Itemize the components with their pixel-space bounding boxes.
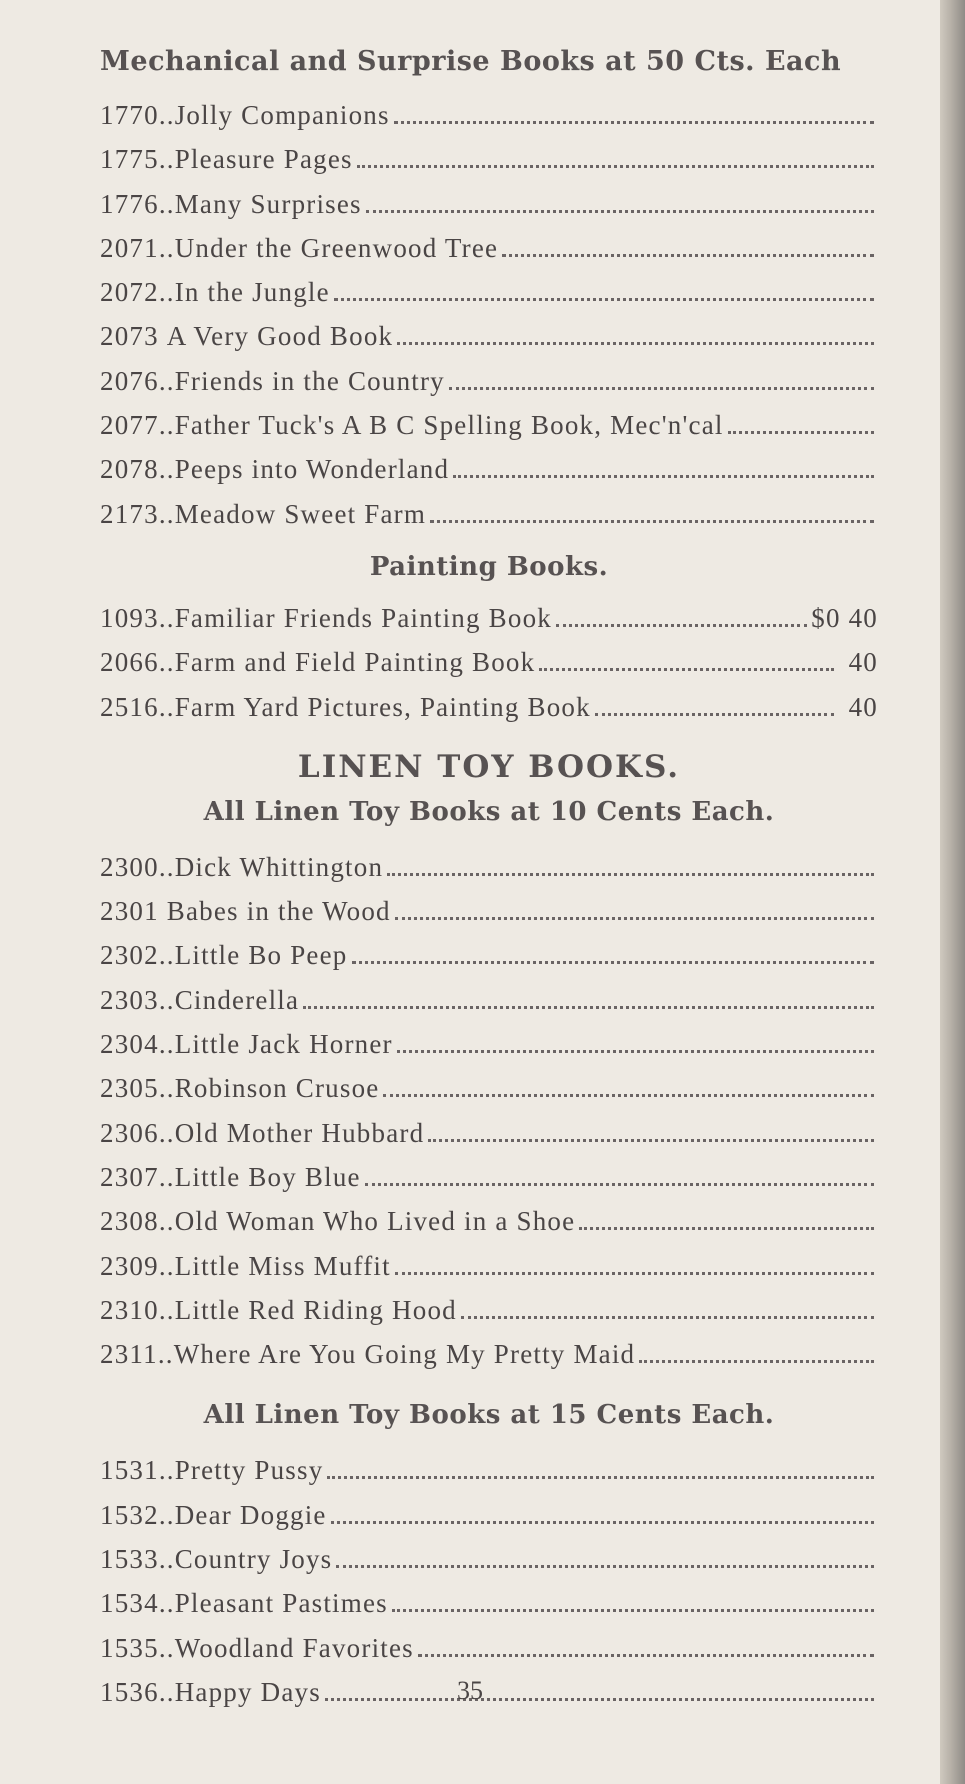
catalog-number: 2066 (100, 647, 159, 678)
catalog-separator: .. (158, 940, 175, 971)
catalog-number: 2173 (100, 498, 159, 529)
catalog-number: 1531 (100, 1455, 159, 1486)
book-title: Meadow Sweet Farm (174, 498, 427, 529)
book-title: Dear Doggie (174, 1499, 327, 1530)
catalog-entry (100, 931, 878, 975)
book-title: A Very Good Book (166, 321, 394, 352)
catalog-entry (100, 1624, 878, 1668)
catalog-separator: .. (158, 851, 175, 882)
catalog-separator: .. (158, 1073, 175, 1104)
book-title: Little Jack Horner (174, 1029, 393, 1060)
catalog-entry (100, 445, 878, 489)
dot-leader (430, 490, 874, 523)
book-title: Farm and Field Painting Book (174, 647, 536, 678)
catalog-separator: .. (158, 454, 175, 485)
book-title: Cinderella (174, 984, 300, 1015)
dot-leader (502, 224, 874, 257)
catalog-entry (100, 268, 878, 312)
catalog-entry (100, 1446, 878, 1490)
book-title: Woodland Favorites (174, 1632, 414, 1663)
book-title: Peeps into Wonderland (174, 454, 450, 485)
catalog-entry (100, 976, 878, 1020)
catalog-separator: .. (158, 602, 175, 633)
catalog-separator: .. (158, 100, 175, 130)
dot-leader (728, 401, 874, 434)
catalog-number: 2311 (100, 1339, 158, 1370)
catalog-number: 2072 (100, 277, 159, 308)
book-gutter-shadow (940, 0, 965, 1784)
dot-leader (418, 1624, 874, 1657)
catalog-entry (100, 91, 878, 135)
catalog-separator: .. (157, 1339, 174, 1370)
book-title: Father Tuck's A B C Spelling Book, Mec'n'cal (174, 410, 724, 441)
catalog-entry (100, 1491, 878, 1535)
catalog-number: 2309 (100, 1250, 159, 1281)
linen-toy-books-heading: LINEN TOY BOOKS. (297, 748, 681, 785)
dot-leader (395, 1242, 874, 1275)
dot-leader (595, 683, 834, 716)
catalog-number: 2076 (100, 365, 159, 396)
book-title: Many Surprises (174, 188, 362, 219)
catalog-entry (100, 1579, 878, 1623)
catalog-separator: .. (158, 277, 175, 308)
catalog-entry (100, 1330, 878, 1374)
dot-leader (395, 887, 874, 920)
dot-leader (579, 1197, 874, 1230)
dot-leader (461, 1286, 874, 1319)
dot-leader (428, 1109, 874, 1142)
catalog-entry (100, 224, 878, 268)
catalog-number: 2071 (100, 232, 159, 263)
dot-leader (331, 1491, 874, 1524)
catalog-entry (100, 683, 878, 727)
catalog-separator: .. (158, 1499, 175, 1530)
catalog-number: 2305 (100, 1073, 159, 1104)
mechanical-books-list (100, 91, 878, 534)
catalog-number: 1093 (100, 602, 159, 633)
catalog-entry (100, 1535, 878, 1579)
book-title: Babes in the Wood (166, 896, 391, 927)
catalog-number: 1775 (100, 144, 159, 175)
book-title: Old Mother Hubbard (174, 1117, 425, 1148)
catalog-entry (100, 357, 878, 401)
catalog-entry (100, 312, 878, 356)
catalog-number: 1534 (100, 1588, 159, 1619)
catalog-entry (100, 180, 878, 224)
dot-leader (334, 268, 874, 301)
book-title: Country Joys (174, 1544, 333, 1575)
catalog-entry (100, 490, 878, 534)
dot-leader (365, 1153, 874, 1186)
catalog-number: 2307 (100, 1161, 159, 1192)
catalog-number: 1532 (100, 1499, 159, 1530)
catalog-separator: .. (158, 1250, 175, 1281)
book-title: Robinson Crusoe (174, 1073, 380, 1104)
catalog-number: 2304 (100, 1029, 159, 1060)
catalog-number: 2516 (100, 691, 159, 722)
mechanical-books-heading: Mechanical and Surprise Books at 50 Cts. Each (100, 46, 842, 77)
book-title: Little Bo Peep (174, 940, 348, 971)
catalog-number: 2302 (100, 940, 159, 971)
catalog-separator: .. (158, 1676, 175, 1707)
book-title: Under the Greenwood Tree (174, 232, 499, 263)
dot-leader (357, 135, 874, 168)
catalog-number: 2073 (100, 321, 159, 352)
linen-10-cents-heading: All Linen Toy Books at 10 Cents Each. (203, 796, 775, 827)
catalog-number: 2301 (100, 896, 159, 927)
dot-leader (336, 1535, 874, 1568)
dot-leader (303, 976, 874, 1009)
catalog-number: 1533 (100, 1544, 159, 1575)
linen-15-cents-list (100, 1446, 878, 1712)
dot-leader (383, 1064, 874, 1097)
dot-leader (397, 1020, 874, 1053)
book-title: Friends in the Country (174, 365, 445, 396)
book-title: Pleasant Pastimes (174, 1588, 388, 1619)
book-title: Familiar Friends Painting Book (174, 602, 552, 633)
catalog-separator: .. (158, 365, 175, 396)
catalog-separator: .. (158, 410, 175, 441)
dot-leader (352, 931, 875, 964)
book-title: Where Are You Going My Pretty Maid (173, 1339, 636, 1370)
book-title: Happy Days (174, 1676, 321, 1707)
catalog-separator: .. (158, 1294, 175, 1325)
catalog-separator: .. (158, 188, 175, 219)
catalog-entry (100, 1109, 878, 1153)
catalog-number: 2306 (100, 1117, 159, 1148)
dot-leader (453, 445, 874, 478)
catalog-separator: .. (158, 232, 175, 263)
book-title: Pretty Pussy (174, 1455, 324, 1486)
catalog-entry (100, 1242, 878, 1286)
catalog-entry (100, 594, 878, 638)
page-number: 35 (457, 1676, 483, 1705)
catalog-separator: .. (158, 691, 175, 722)
catalog-number: 1535 (100, 1632, 159, 1663)
catalog-number: 2308 (100, 1206, 159, 1237)
catalog-separator: .. (158, 1206, 175, 1237)
dot-leader (387, 843, 874, 876)
catalog-entry (100, 1153, 878, 1197)
catalog-separator (159, 891, 167, 931)
catalog-number: 2300 (100, 851, 159, 882)
dot-leader (449, 357, 874, 390)
catalog-separator: .. (158, 1029, 175, 1060)
catalog-separator: .. (158, 647, 175, 678)
book-title: Jolly Companions (174, 100, 390, 130)
catalog-entry (100, 1064, 878, 1108)
catalog-number: 1536 (100, 1676, 159, 1707)
catalog-separator: .. (158, 1544, 175, 1575)
catalog-entry (100, 843, 878, 887)
book-title: Little Miss Muffit (174, 1250, 391, 1281)
catalog-separator (159, 316, 167, 356)
catalog-separator: .. (158, 1588, 175, 1619)
catalog-entry (100, 1197, 878, 1241)
catalog-separator: .. (158, 984, 175, 1015)
dot-leader (366, 180, 874, 213)
catalog-entry (100, 135, 878, 179)
linen-15-cents-heading: All Linen Toy Books at 15 Cents Each. (203, 1400, 775, 1431)
catalog-separator: .. (158, 498, 175, 529)
book-title: Farm Yard Pictures, Painting Book (174, 691, 591, 722)
catalog-number: 1776 (100, 188, 159, 219)
catalog-separator: .. (158, 1117, 175, 1148)
painting-books-list (100, 594, 878, 727)
catalog-number: 1770 (100, 100, 159, 130)
dot-leader (394, 91, 874, 124)
book-title: Little Red Riding Hood (174, 1294, 457, 1325)
book-price: 40 (848, 691, 878, 722)
catalog-entry (100, 887, 878, 931)
dot-leader (539, 638, 834, 671)
catalog-entry (100, 638, 878, 682)
catalog-entry (100, 401, 878, 445)
dot-leader (639, 1330, 874, 1363)
book-price: 40 (848, 647, 878, 678)
catalog-separator: .. (158, 1161, 175, 1192)
catalog-entry (100, 1020, 878, 1064)
book-title: Old Woman Who Lived in a Shoe (174, 1206, 576, 1237)
dot-leader (392, 1579, 874, 1612)
catalog-number: 2303 (100, 984, 159, 1015)
dot-leader (397, 312, 874, 345)
catalog-separator: .. (158, 144, 175, 175)
book-title: In the Jungle (174, 277, 330, 308)
dot-leader (327, 1446, 874, 1479)
catalog-number: 2078 (100, 454, 159, 485)
book-title: Dick Whittington (174, 851, 384, 882)
catalog-entry (100, 1286, 878, 1330)
dot-leader (556, 594, 807, 627)
book-title: Little Boy Blue (174, 1161, 361, 1192)
book-price: $0 40 (811, 602, 878, 633)
book-title: Pleasure Pages (174, 144, 353, 175)
catalog-separator: .. (158, 1455, 175, 1486)
painting-books-heading: Painting Books. (369, 551, 609, 582)
linen-10-cents-list (100, 843, 878, 1375)
catalog-number: 2077 (100, 410, 159, 441)
catalog-separator: .. (158, 1632, 175, 1663)
catalog-number: 2310 (100, 1294, 159, 1325)
